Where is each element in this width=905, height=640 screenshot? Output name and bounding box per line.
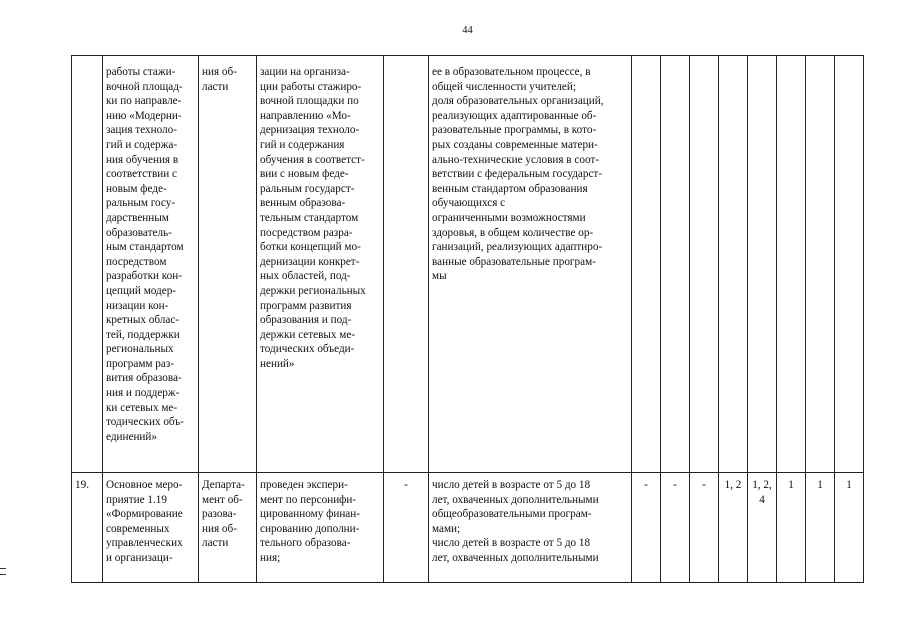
link-cell — [661, 56, 690, 473]
risk-cell — [384, 56, 429, 473]
link-cell: 1 — [835, 473, 864, 583]
link-cell — [777, 56, 806, 473]
link-cell — [806, 56, 835, 473]
measure-title: работы стажи- вочной площад- ки по направле- нию «Модерни- зация техноло- гий и содержа- ния обучения в соответствии с новым феде- ральным госу- дарственным образователь- ным стандартом посредством разработки кон- цепций модер- низации кон- кретных облас- тей, поддержки региональных программ раз- вития образова- ния и поддерж- ки сетевых ме- тодических объ- единений» — [103, 56, 199, 473]
link-cell: - — [690, 473, 719, 583]
link-cell — [748, 56, 777, 473]
link-cell — [719, 56, 748, 473]
row-number — [72, 56, 103, 473]
executor: ния об- ласти — [199, 56, 257, 473]
link-cell: 1, 2, 4 — [748, 473, 777, 583]
link-cell: 1 — [806, 473, 835, 583]
link-cell — [632, 56, 661, 473]
page-number: 44 — [462, 25, 473, 36]
link-cell: - — [632, 473, 661, 583]
table-row — [72, 473, 864, 583]
executor: Департа- мент об- разова- ния об- ласти — [199, 473, 257, 583]
expected-result: зации на организа- ции работы стажиро- вочной площадки по направлению «Мо- дернизация техноло- гий и содержания обучения в соответст- вии с новым феде- ральным государст- венным образова- тельным стандартом посредством разра- ботки концепций мо- дернизации конкрет- ных областей, под- держки региональных программ развития образования и под- держки сетевых ме- тодических объеди- нений» — [257, 56, 384, 473]
expected-result: проведен экспери- мент по персонифи- цированному финан- сированию дополни- тельного образова- ния; — [257, 473, 384, 583]
margin-mark — [0, 568, 6, 575]
table-row — [72, 56, 864, 473]
program-table — [71, 55, 864, 583]
measure-title: Основное меро- приятие 1.19 «Формирование современных управленческих и организаци- — [103, 473, 199, 583]
indicators: число детей в возрасте от 5 до 18 лет, охваченных дополнительными общеобразовательными програм- мами; число детей в возрасте от 5 до 18 лет, охваченных дополнительными — [429, 473, 632, 583]
row-number: 19. — [72, 473, 103, 583]
link-cell: - — [661, 473, 690, 583]
link-cell — [835, 56, 864, 473]
link-cell — [690, 56, 719, 473]
link-cell: 1, 2 — [719, 473, 748, 583]
link-cell: 1 — [777, 473, 806, 583]
risk-cell: - — [384, 473, 429, 583]
indicators: ее в образовательном процессе, в общей численности учителей; доля образовательных организаций, реализующих адаптированные об- разовательные программы, в кото- рых созданы современные матери- ально-технические условия в соот- ветствии с федеральным государст- венным стандартом образования обучающихся с ограниченными возможностями здоровья, в общем количестве ор- ганизаций, реализующих адаптиро- ванные образовательные програм- мы — [429, 56, 632, 473]
